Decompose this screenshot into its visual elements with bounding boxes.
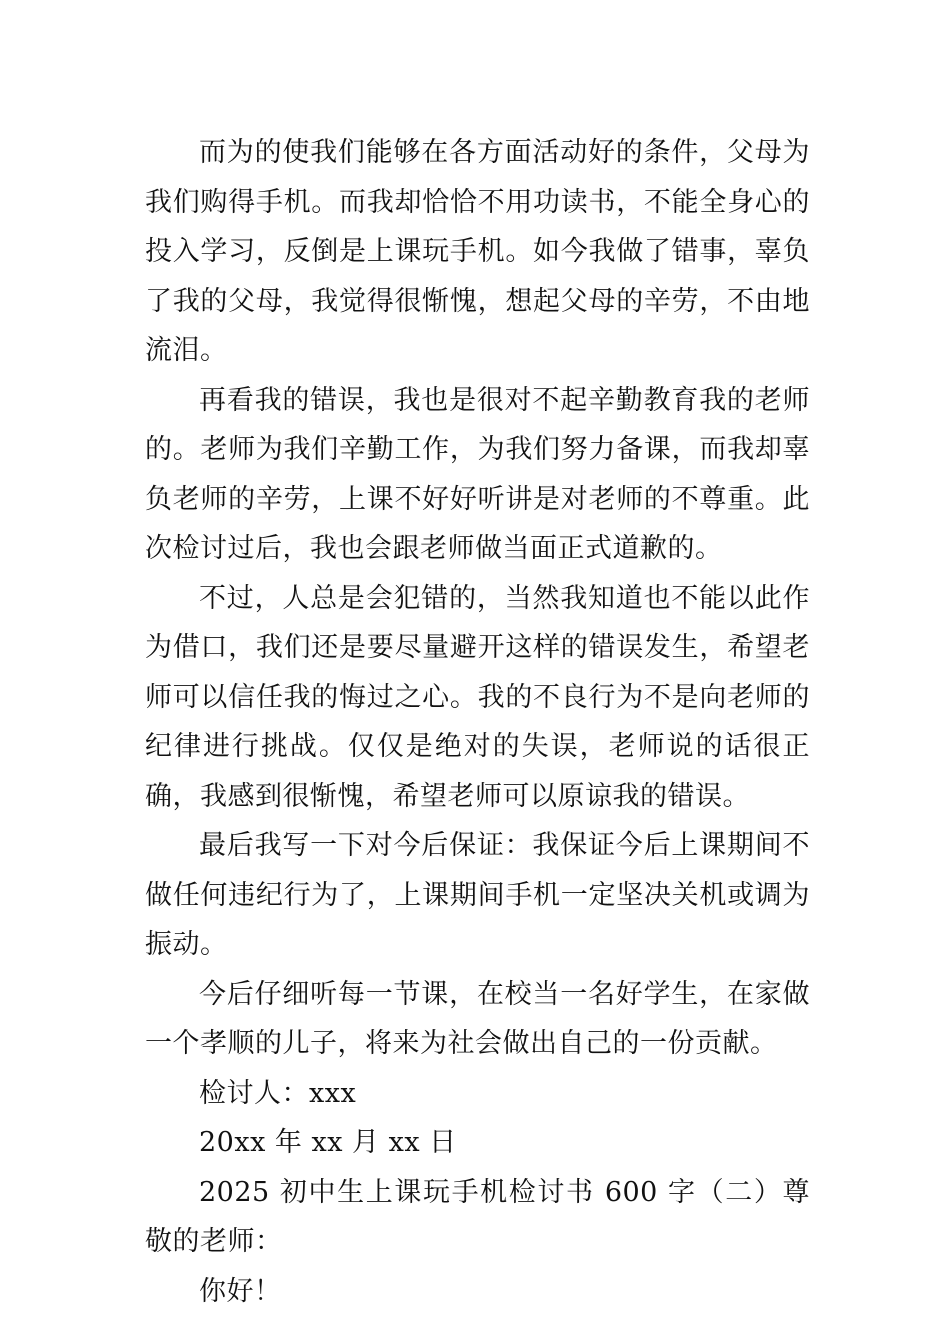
paragraph-2: 再看我的错误，我也是很对不起辛勤教育我的老师的。老师为我们辛勤工作，为我们努力备课，而我却辜负老师的辛劳，上课不好好听讲是对老师的不尊重。此次检讨过后，我也会跟老师做当面正式道歉的。 [145,384,810,564]
paragraph-3: 不过，人总是会犯错的，当然我知道也不能以此作为借口，我们还是要尽量避开这样的错误发生，希望老师可以信任我的悔过之心。我的不良行为不是向老师的纪律进行挑战。仅仅是绝对的失误，老师说的话很正确，我感到很惭愧，希望老师可以原谅我的错误。 [145,582,810,812]
signer-line: 检讨人：xxx [199,1077,357,1109]
paragraph-4: 最后我写一下对今后保证：我保证今后上课期间不做任何违纪行为了，上课期间手机一定坚决关机或调为振动。 [145,830,810,960]
greeting-line: 你好！ [199,1275,282,1307]
next-letter-title: 2025 初中生上课玩手机检讨书 600 字（二）尊敬的老师： [145,1176,810,1257]
paragraph-5: 今后仔细听每一节课，在校当一名好学生，在家做一个孝顺的儿子，将来为社会做出自己的一份贡献。 [145,978,810,1059]
paragraph-1: 而为的使我们能够在各方面活动好的条件，父母为我们购得手机。而我却恰恰不用功读书，不能全身心的投入学习，反倒是上课玩手机。如今我做了错事，辜负了我的父母，我觉得很惭愧，想起父母的辛劳，不由地流泪。 [145,137,810,366]
document-body [145,128,810,1316]
date-line: 20xx 年 xx 月 xx 日 [199,1127,457,1158]
